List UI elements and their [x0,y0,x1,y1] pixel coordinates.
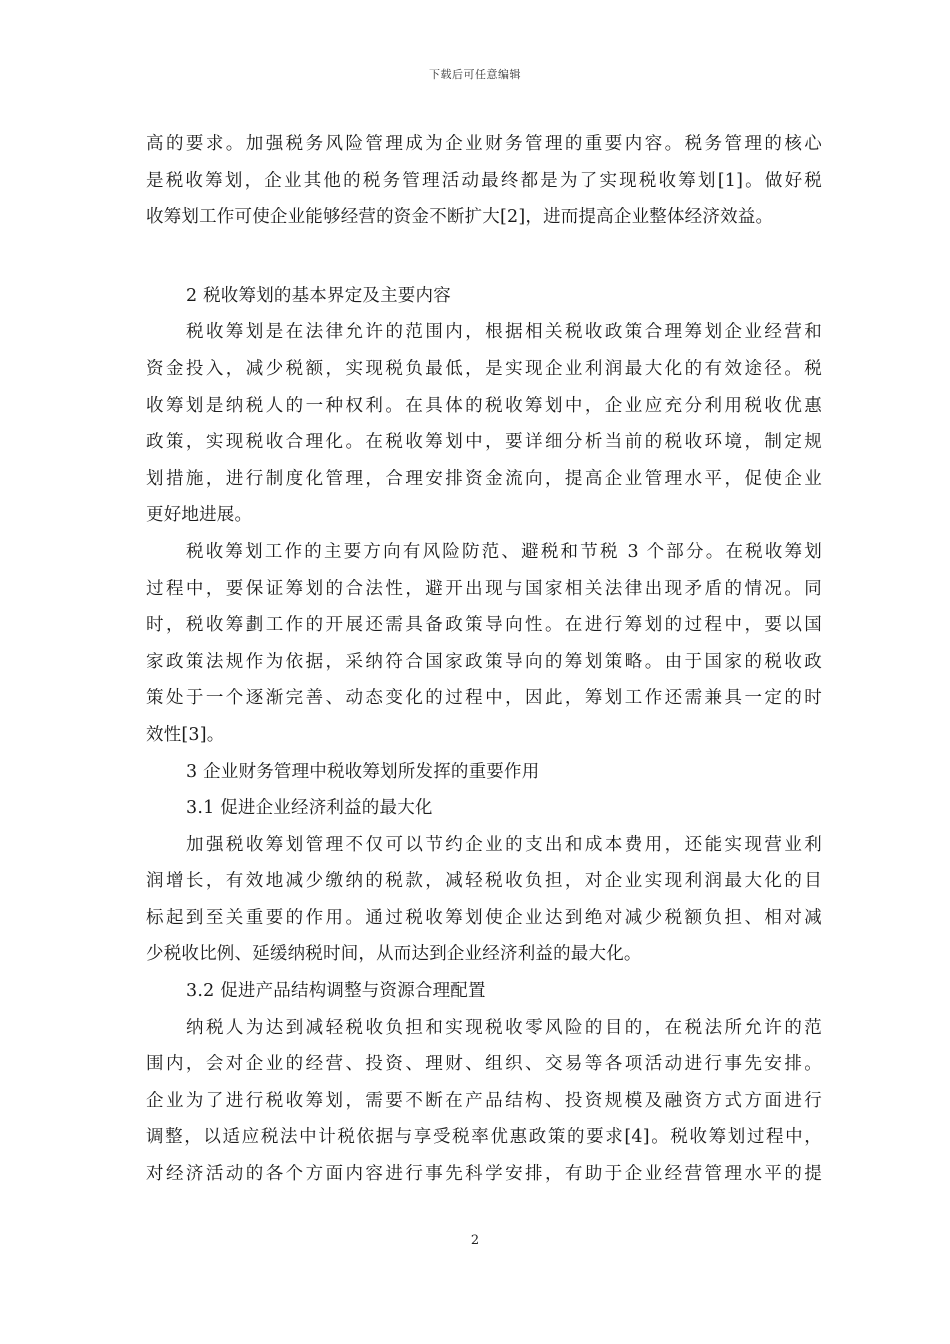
text-line: 收筹划工作可使企业能够经营的资金不断扩大[2]，进而提高企业整体经济效益。 [146,207,774,228]
page-number: 2 [470,1233,480,1248]
section-heading: 2 税收筹划的基本界定及主要内容 [186,285,451,306]
text-line: 时，税收筹劃工作的开展还需具备政策导向性。在进行筹划的过程中，要以国 [146,615,822,636]
text-line: 税收筹划是在法律允许的范围内，根据相关税收政策合理筹划企业经营和 [186,322,822,343]
text-line: 政策，实现税收合理化。在税收筹划中，要详细分析当前的税收环境，制定规 [146,432,822,453]
paragraph [146,314,822,534]
paragraph [146,1010,822,1193]
text-line: 围内，会对企业的经营、投资、理财、组织、交易等各项活动进行事先安排。 [146,1054,822,1075]
text-line: 策处于一个逐渐完善、动态变化的过程中，因此，筹划工作还需兼具一定的时 [146,688,822,709]
text-line: 润增长，有效地减少缴纳的税款，减轻税收负担，对企业实现利润最大化的目 [146,871,822,892]
page-header: 下载后可任意编辑 [429,68,521,81]
paragraph [146,126,822,236]
text-line: 纳税人为达到减轻税收负担和实现税收零风险的目的，在税法所允许的范 [186,1017,822,1038]
text-line: 是税收筹划，企业其他的税务管理活动最终都是为了实现税收筹划[1]。做好税 [146,170,822,191]
text-line: 少税收比例、延缓纳税时间，从而达到企业经济利益的最大化。 [146,944,642,965]
document-body [146,126,822,1193]
text-line: 高的要求。加强税务风险管理成为企业财务管理的重要内容。税务管理的核心 [146,134,822,154]
text-line: 税收筹划工作的主要方向有风险防范、避税和节税 3 个部分。在税收筹划 [186,541,822,562]
paragraph [146,827,822,973]
text-line: 过程中，要保证筹划的合法性，避开出现与国家相关法律出现矛盾的情况。同 [146,578,822,599]
section-gap [146,236,822,278]
text-line: 更好地进展。 [146,505,253,526]
paragraph [146,534,822,754]
subsection-heading: 3.2 促进产品结构调整与资源合理配置 [186,981,486,1002]
text-line: 资金投入，减少税额，实现税负最低，是实现企业利润最大化的有效途径。税 [146,358,822,379]
text-line: 调整，以适应税法中计税依据与享受税率优惠政策的要求[4]。税收筹划过程中， [146,1127,822,1148]
text-line: 收筹划是纳税人的一种权利。在具体的税收筹划中，企业应充分利用税收优惠 [146,395,822,416]
text-line: 企业为了进行税收筹划，需要不断在产品结构、投资规模及融资方式方面进行 [146,1090,822,1111]
text-line: 对经济活动的各个方面内容进行事先科学安排，有助于企业经营管理水平的提 [146,1164,822,1185]
section-heading: 3 企业财务管理中税收筹划所发挥的重要作用 [186,761,540,782]
text-line: 划措施，进行制度化管理，合理安排资金流向，提高企业管理水平，促使企业 [146,468,822,489]
text-line: 标起到至关重要的作用。通过税收筹划使企业达到绝对减少税额负担、相对减 [146,907,822,928]
text-line: 加强税收筹划管理不仅可以节约企业的支出和成本费用，还能实现营业利 [186,834,822,855]
subsection-heading: 3.1 促进企业经济利益的最大化 [186,798,433,819]
text-line: 效性[3]。 [146,724,225,745]
text-line: 家政策法规作为依据，采纳符合国家政策导向的筹划策略。由于国家的税收政 [146,651,822,672]
